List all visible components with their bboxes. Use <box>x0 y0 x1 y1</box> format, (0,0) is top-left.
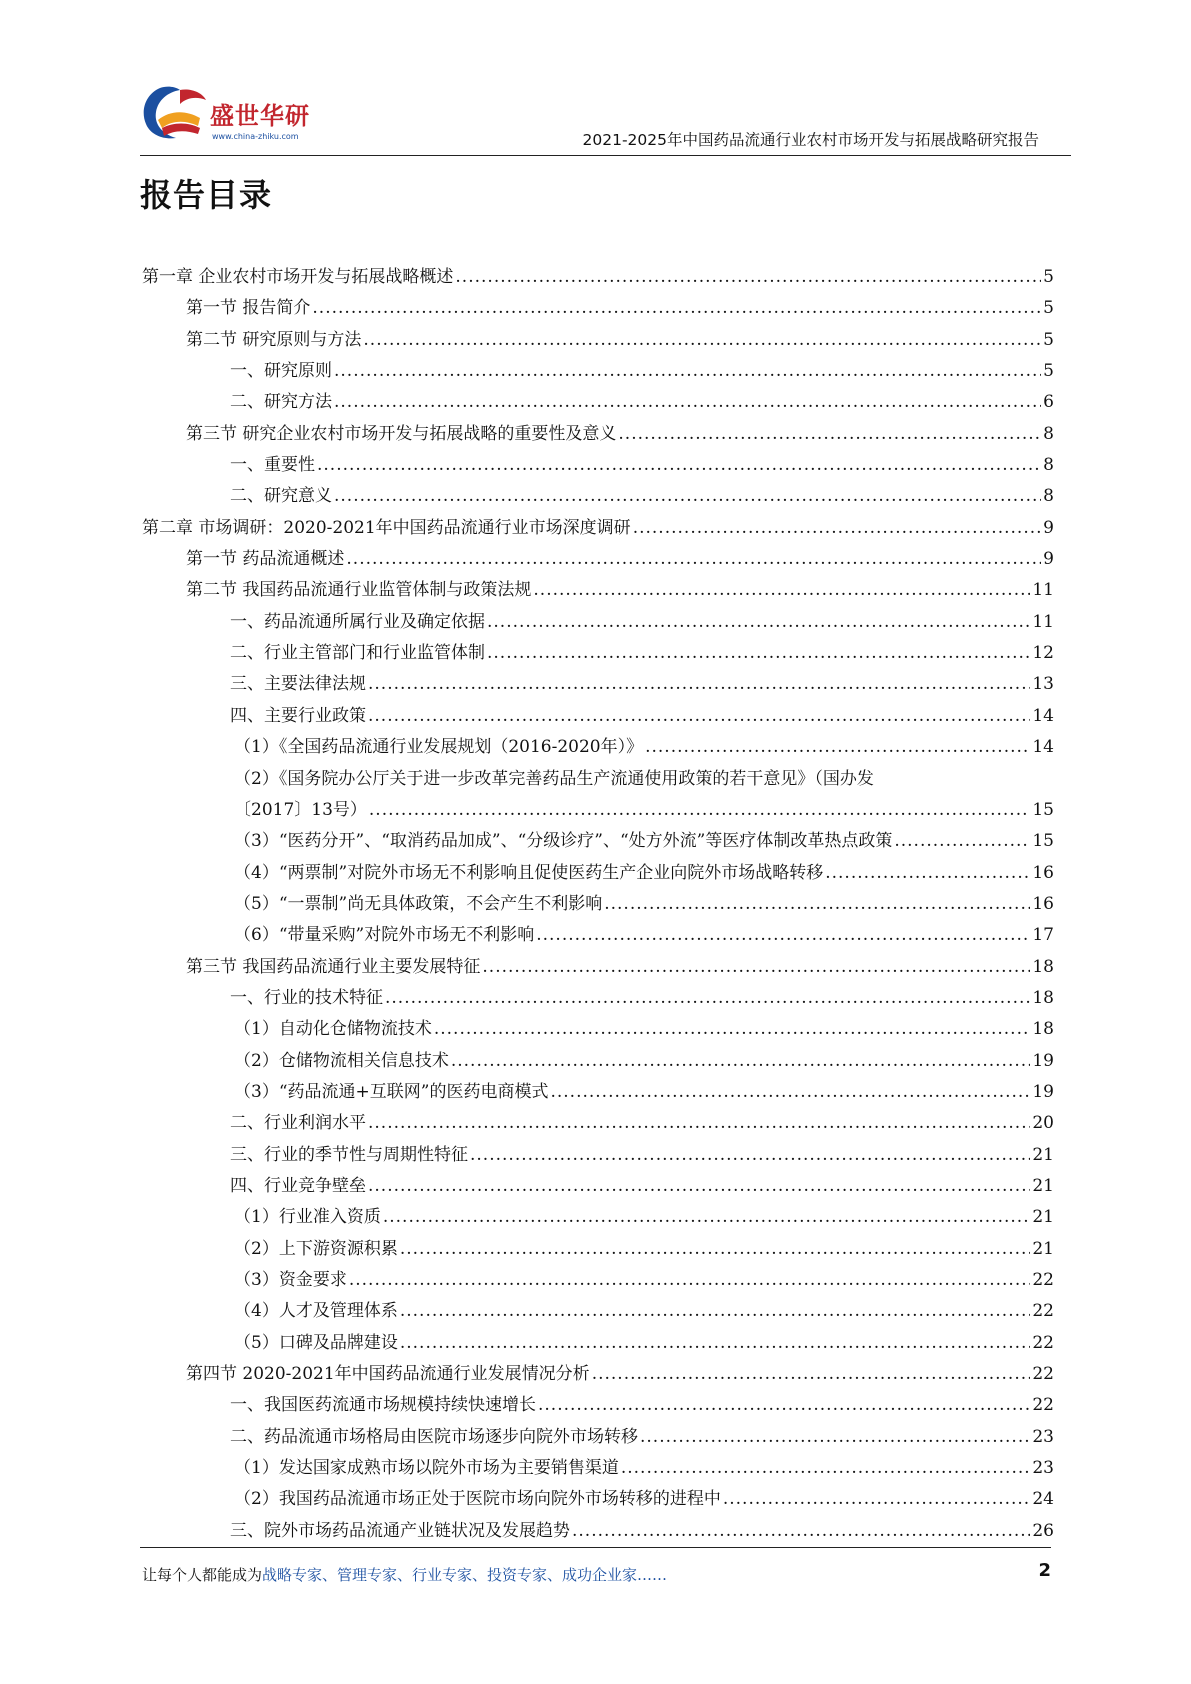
toc-entry-title: （2）仓储物流相关信息技术 <box>234 1050 449 1071</box>
toc-entry[interactable] <box>142 544 1054 575</box>
table-of-contents <box>142 262 1054 1547</box>
toc-leader-dots <box>400 1234 1031 1265</box>
toc-entry[interactable] <box>142 1202 1054 1233</box>
toc-entry[interactable] <box>142 419 1054 450</box>
toc-entry[interactable] <box>142 1014 1054 1045</box>
toc-entry[interactable] <box>142 983 1054 1014</box>
toc-entry-title: 四、主要行业政策 <box>230 705 366 726</box>
toc-entry[interactable] <box>142 1453 1054 1484</box>
toc-entry-title: 三、院外市场药品流通产业链状况及发展趋势 <box>230 1520 570 1541</box>
toc-entry-title: （4）“两票制”对院外市场无不利影响且促使医药生产企业向院外市场战略转移 <box>234 862 824 883</box>
toc-entry-title: 三、主要法律法规 <box>230 674 366 695</box>
toc-leader-dots <box>334 481 1041 512</box>
toc-entry-title: 二、行业利润水平 <box>230 1113 366 1134</box>
toc-leader-dots <box>368 1108 1030 1139</box>
toc-entry[interactable] <box>142 1390 1054 1421</box>
toc-entry-page: 8 <box>1043 423 1054 444</box>
toc-entry-page: 11 <box>1032 611 1054 632</box>
toc-leader-dots <box>592 1359 1031 1390</box>
toc-entry-page: 16 <box>1032 893 1054 914</box>
toc-entry[interactable] <box>142 293 1054 324</box>
toc-entry-title: （1）《全国药品流通行业发展规划（2016-2020年）》 <box>234 737 644 758</box>
footer-divider <box>140 1547 1051 1548</box>
toc-entry-title: 四、行业竞争壁垒 <box>230 1175 366 1196</box>
toc-leader-dots <box>618 419 1041 450</box>
toc-entry[interactable] <box>142 481 1054 512</box>
toc-leader-dots <box>538 1390 1030 1421</box>
toc-entry-page: 18 <box>1032 956 1054 977</box>
toc-entry-title: 一、行业的技术特征 <box>230 987 383 1008</box>
toc-entry-page: 23 <box>1032 1426 1054 1447</box>
toc-leader-dots <box>455 262 1041 293</box>
toc-entry[interactable] <box>142 387 1054 418</box>
toc-leader-dots <box>633 513 1041 544</box>
toc-entry-title: 第一章 企业农村市场开发与拓展战略概述 <box>142 267 454 287</box>
toc-leader-dots <box>482 952 1030 983</box>
toc-leader-dots <box>400 1296 1031 1327</box>
toc-entry[interactable] <box>142 795 1054 826</box>
toc-leader-dots <box>645 732 1030 763</box>
toc-entry-page: 22 <box>1032 1395 1054 1416</box>
toc-entry[interactable] <box>142 1140 1054 1171</box>
toc-entry-page: 12 <box>1032 643 1054 664</box>
toc-entry-page: 6 <box>1043 392 1054 413</box>
toc-leader-dots <box>400 1328 1031 1359</box>
toc-entry-page: 5 <box>1043 329 1054 350</box>
toc-entry-page: 21 <box>1032 1175 1054 1196</box>
toc-entry[interactable] <box>142 513 1054 544</box>
logo-url: www.china-zhiku.com <box>212 132 299 141</box>
toc-entry-page: 21 <box>1032 1238 1054 1259</box>
toc-leader-dots <box>451 1046 1031 1077</box>
toc-entry-page: 16 <box>1032 862 1054 883</box>
footer-slogan <box>142 1564 667 1585</box>
toc-entry-title: 一、我国医药流通市场规模持续快速增长 <box>230 1395 536 1416</box>
toc-entry-page: 15 <box>1032 799 1054 820</box>
toc-entry[interactable] <box>142 1328 1054 1359</box>
toc-leader-dots <box>334 356 1041 387</box>
toc-entry-title: 一、药品流通所属行业及确定依据 <box>230 611 485 632</box>
toc-entry[interactable] <box>142 920 1054 951</box>
toc-entry-page: 19 <box>1032 1081 1054 1102</box>
toc-leader-dots <box>334 387 1041 418</box>
toc-entry-title: （4）人才及管理体系 <box>234 1301 398 1322</box>
toc-entry-title: （5）口碑及品牌建设 <box>234 1332 398 1353</box>
toc-leader-dots <box>621 1453 1031 1484</box>
toc-entry[interactable] <box>142 325 1054 356</box>
toc-entry-title: 第一节 报告简介 <box>186 298 311 319</box>
toc-entry[interactable] <box>142 1046 1054 1077</box>
toc-entry-page: 22 <box>1032 1270 1054 1290</box>
toc-entry-title: 二、行业主管部门和行业监管体制 <box>230 643 485 664</box>
toc-entry-page: 5 <box>1043 267 1054 287</box>
toc-entry[interactable] <box>142 1077 1054 1108</box>
toc-entry-page: 22 <box>1032 1301 1054 1322</box>
toc-leader-dots <box>640 1422 1030 1453</box>
toc-entry-page: 18 <box>1032 1019 1054 1040</box>
toc-entry-title: （5）“一票制”尚无具体政策，不会产生不利影响 <box>234 893 603 914</box>
toc-entry[interactable] <box>142 889 1054 920</box>
toc-entry-title: 二、药品流通市场格局由医院市场逐步向院外市场转移 <box>230 1426 638 1447</box>
toc-entry-page: 14 <box>1032 705 1054 726</box>
toc-entry-page: 17 <box>1032 925 1054 946</box>
toc-leader-dots <box>312 293 1041 324</box>
footer-slogan-emphasis: 战略专家、管理专家、行业专家、投资专家、成功企业家…… <box>262 1566 668 1584</box>
toc-leader-dots <box>604 889 1030 920</box>
toc-entry-title: 第二节 研究原则与方法 <box>186 329 362 350</box>
toc-entry[interactable] <box>142 858 1054 889</box>
toc-entry[interactable] <box>142 356 1054 387</box>
toc-leader-dots <box>723 1484 1031 1515</box>
toc-entry-title: 一、重要性 <box>230 455 315 476</box>
toc-entry-title: 第一节 药品流通概述 <box>186 549 345 570</box>
toc-entry-page: 23 <box>1032 1458 1054 1479</box>
toc-entry[interactable] <box>142 1171 1054 1202</box>
toc-entry-title: （2）上下游资源积累 <box>234 1238 398 1259</box>
toc-entry-page: 21 <box>1032 1144 1054 1165</box>
toc-leader-dots <box>385 983 1030 1014</box>
toc-leader-dots <box>572 1516 1030 1547</box>
toc-entry-page: 24 <box>1032 1489 1054 1510</box>
toc-entry-page: 22 <box>1032 1364 1054 1385</box>
toc-entry-title: 第二节 我国药品流通行业监管体制与政策法规 <box>186 580 532 601</box>
toc-entry-title: （6）“带量采购”对院外市场无不利影响 <box>234 925 535 946</box>
toc-entry[interactable] <box>142 764 1054 795</box>
toc-leader-dots <box>470 1140 1030 1171</box>
toc-entry[interactable] <box>142 1484 1054 1515</box>
toc-entry-page: 21 <box>1032 1207 1054 1228</box>
toc-entry[interactable] <box>142 1422 1054 1453</box>
report-title: 2021-2025年中国药品流通行业农村市场开发与拓展战略研究报告 <box>582 131 1039 149</box>
toc-leader-dots <box>894 826 1030 857</box>
toc-entry[interactable] <box>142 1234 1054 1265</box>
toc-leader-dots <box>346 544 1041 575</box>
toc-entry-page: 9 <box>1043 549 1054 570</box>
toc-entry[interactable] <box>142 262 1054 293</box>
toc-entry-page: 8 <box>1043 486 1054 507</box>
toc-entry-title: （1）行业准入资质 <box>234 1207 381 1228</box>
toc-entry-page: 9 <box>1043 517 1054 538</box>
toc-entry[interactable] <box>142 638 1054 669</box>
toc-entry-page: 14 <box>1032 737 1054 758</box>
toc-entry-title: （3）资金要求 <box>234 1270 347 1290</box>
toc-leader-dots <box>533 575 1030 606</box>
toc-leader-dots <box>363 325 1041 356</box>
toc-entry-page: 15 <box>1032 831 1054 852</box>
toc-entry-page: 13 <box>1032 674 1054 695</box>
toc-leader-dots <box>536 920 1030 951</box>
page-number: 2 <box>1038 1560 1051 1581</box>
toc-entry[interactable] <box>142 1108 1054 1139</box>
toc-leader-dots <box>434 1014 1031 1045</box>
toc-entry[interactable] <box>142 1265 1054 1296</box>
toc-entry-title: （2）我国药品流通市场正处于医院市场向院外市场转移的进程中 <box>234 1489 721 1510</box>
toc-leader-dots <box>487 607 1030 638</box>
page-title: 报告目录 <box>140 176 273 214</box>
toc-entry[interactable] <box>142 1296 1054 1327</box>
toc-entry-title: 第三节 研究企业农村市场开发与拓展战略的重要性及意义 <box>186 423 617 444</box>
toc-leader-dots <box>317 450 1041 481</box>
toc-leader-dots <box>383 1202 1031 1233</box>
toc-entry[interactable] <box>142 1359 1054 1390</box>
toc-entry-page: 20 <box>1032 1113 1054 1134</box>
toc-entry-title: （2）《国务院办公厅关于进一步改革完善药品生产流通使用政策的若干意见》（国办发 <box>234 768 874 789</box>
header-divider <box>140 155 1071 156</box>
logo-text: 盛世华研 <box>210 102 310 130</box>
toc-entry-title: 二、研究意义 <box>230 486 332 507</box>
toc-entry-page: 22 <box>1032 1332 1054 1353</box>
toc-entry[interactable] <box>142 669 1054 700</box>
toc-entry[interactable] <box>142 826 1054 857</box>
toc-entry-page: 19 <box>1032 1050 1054 1071</box>
toc-entry[interactable] <box>142 575 1054 606</box>
toc-entry-title: 二、研究方法 <box>230 392 332 413</box>
toc-entry[interactable] <box>142 1516 1054 1547</box>
toc-entry-title: 第四节 2020-2021年中国药品流通行业发展情况分析 <box>186 1364 590 1385</box>
toc-entry-page: 18 <box>1032 987 1054 1008</box>
toc-entry-title: 一、研究原则 <box>230 361 332 382</box>
toc-entry-title: 〔2017〕13号） <box>234 799 367 820</box>
toc-leader-dots <box>368 1171 1030 1202</box>
toc-entry[interactable] <box>142 450 1054 481</box>
toc-entry-title: 第三节 我国药品流通行业主要发展特征 <box>186 956 481 977</box>
toc-entry[interactable] <box>142 952 1054 983</box>
toc-entry[interactable] <box>142 732 1054 763</box>
toc-entry-page: 8 <box>1043 455 1054 476</box>
toc-entry[interactable] <box>142 607 1054 638</box>
toc-leader-dots <box>349 1265 1031 1296</box>
toc-entry-title: （3）“药品流通+互联网”的医药电商模式 <box>234 1081 549 1102</box>
toc-entry-page: 5 <box>1043 361 1054 382</box>
toc-leader-dots <box>369 795 1030 826</box>
toc-entry-title: 三、行业的季节性与周期性特征 <box>230 1144 468 1165</box>
toc-leader-dots <box>550 1077 1030 1108</box>
toc-entry-page: 5 <box>1043 298 1054 319</box>
toc-entry-title: （3）“医药分开”、“取消药品加成”、“分级诊疗”、“处方外流”等医疗体制改革热点政策 <box>234 831 893 852</box>
toc-entry[interactable] <box>142 701 1054 732</box>
toc-leader-dots <box>368 701 1030 732</box>
toc-entry-page: 11 <box>1032 580 1054 601</box>
toc-entry-title: （1）自动化仓储物流技术 <box>234 1019 432 1040</box>
toc-entry-title: （1）发达国家成熟市场以院外市场为主要销售渠道 <box>234 1458 619 1479</box>
toc-leader-dots <box>825 858 1030 889</box>
toc-entry-page: 26 <box>1032 1520 1054 1541</box>
toc-entry-title: 第二章 市场调研：2020-2021年中国药品流通行业市场深度调研 <box>142 517 631 538</box>
footer-slogan-lead: 让每个人都能成为 <box>142 1566 263 1584</box>
toc-leader-dots <box>368 669 1030 700</box>
toc-leader-dots <box>487 638 1030 669</box>
